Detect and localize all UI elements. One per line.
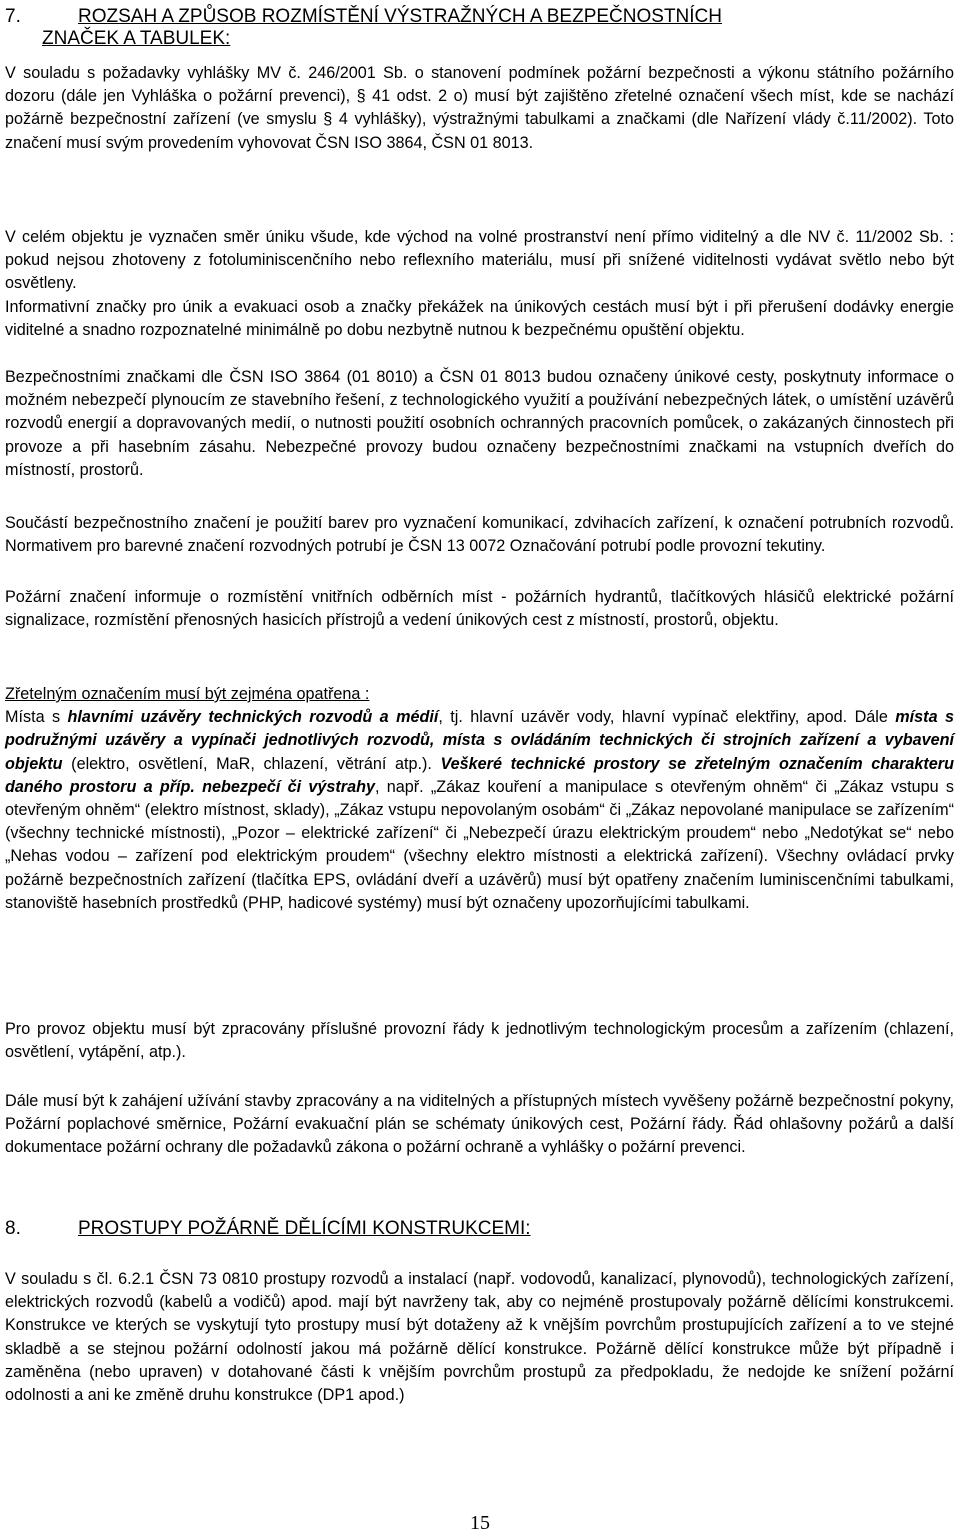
- section-8-number: 8.: [5, 1218, 21, 1239]
- paragraph-fire-marking: Požární značení informuje o rozmístění vnitřních odběrních míst - požárních hydrantů, tlačítkových hlásičů elektrické požární signalizace, rozmístění přenosných hasicích přístrojů a vedení únikových cest z místností, prostorů, objektu.: [5, 588, 954, 630]
- marking-text-g: , např. „Zákaz kouření a manipulace s otevřeným ohněm“ či „Zákaz vstupu s otevřeným ohněm“ (elektro místnost, sklady), „Zákaz vstupu nepovolaným osobám“ či „Zákaz nepovolané manipulace se zařízením“ (všechny technické místnosti), „Pozor – elektrické zařízení“ či „Nebezpečí úrazu elektrickým proudem“ nebo „Nedotýkat se“ nebo „Nehas vodou – zařízení pod elektrickým proudem“ (všechny elektro místnosti a elektrická zařízení). Všechny ovládací prvky požárně bezpečnostních zařízení (tlačítka EPS, ovládání dveří a uzávěrů) musí být opatřeny značením luminiscenčními tabulkami, stanoviště hasebních prostředků (PHP, hadicové systémy) musí být označeny upozorňujícími tabulkami.: [5, 777, 954, 912]
- marking-paragraph: [5, 706, 954, 915]
- paragraph-operating-rules: Pro provoz objektu musí být zpracovány příslušné provozní řády k jednotlivým technologickým procesům a zařízením (chlazení, osvětlení, vytápění, atp.).: [5, 1020, 954, 1062]
- page-number: 15: [470, 1512, 490, 1534]
- marking-text-e: (elektro, osvětlení, MaR, chlazení, větrání atp.).: [62, 754, 441, 773]
- paragraph-colors: Součástí bezpečnostního značení je použití barev pro vyznačení komunikací, zdvihacích zařízení, k označení potrubních rozvodů. Normativem pro barevné značení rozvodných potrubí je ČSN 13 0072 Označování potrubí podle provozní tekutiny.: [5, 514, 954, 556]
- section-7-heading: [5, 6, 954, 50]
- marking-block: [5, 683, 954, 915]
- marking-main-valves: hlavními uzávěry technických rozvodů a médií: [67, 708, 439, 727]
- section-8-heading: [5, 1218, 954, 1240]
- paragraph-penetrations: V souladu s čl. 6.2.1 ČSN 73 0810 prostupy rozvodů a instalací (např. vodovodů, kanalizací, plynovodů), technologických zařízení, elektrických rozvodů (kabelů a vodičů) apod. mají být navrženy tak, aby co nejméně prostupovaly požárně dělícími konstrukcemi. Konstrukce ve kterých se vyskytují tyto prostupy musí být dotaženy až k vnějším povrchům prostupujících zařízení a to ve stejné skladbě a se stejnou požární odolností jakou má požárně dělící konstrukce. Požárně dělící konstrukce může být případně i zaměněna (nebo upraven) v dotahované části k vnějším povrchům prostupů za předpokladu, že nedojde ke snížení požární odolnosti a ani ke změně druhu konstrukce (DP1 apod.): [5, 1270, 954, 1405]
- section-7-title-line2: ZNAČEK A TABULEK:: [42, 28, 231, 49]
- section-8-title: PROSTUPY POŽÁRNĚ DĚLÍCÍMI KONSTRUKCEMI:: [78, 1218, 531, 1239]
- paragraph-regulation: V souladu s požadavky vyhlášky MV č. 246/2001 Sb. o stanovení podmínek požární bezpečnosti a výkonu státního požárního dozoru (dále jen Vyhláška o požární prevenci), § 41 odst. 2 o) musí být zajištěno zřetelné označení všech míst, kde se nachází požárně bezpečnostní zařízení (ve smyslu § 4 vyhlášky), výstražnými tabulkami a značkami (dle Nařízení vlády č.11/2002). Toto značení musí svým provedením vyhovovat ČSN ISO 3864, ČSN 01 8013.: [5, 64, 954, 152]
- marking-text-c: , tj. hlavní uzávěr vody, hlavní vypínač elektřiny, apod. Dále: [438, 708, 896, 727]
- marking-heading: Zřetelným označením musí být zejména opatřena :: [5, 685, 370, 703]
- paragraph-fire-documents: Dále musí být k zahájení užívání stavby zpracovány a na viditelných a přístupných místech vyvěšeny požárně bezpečnostní pokyny, Požární poplachové směrnice, Požární evakuační plán se schématy únikových cest, Požární řády. Řád ohlašovny požárů a další dokumentace požární ochrany dle požadavků zákona o požární ochraně a vyhlášky o požární prevenci.: [5, 1092, 954, 1157]
- paragraph-escape-route: V celém objektu je vyznačen směr úniku všude, kde východ na volné prostranství není přímo viditelný a dle NV č. 11/2002 Sb. : pokud nejsou zhotoveny z fotoluminiscenčního nebo reflexního materiálu, musí při snížené viditelnosti vydávat světlo nebo být osvětleny.: [5, 228, 954, 293]
- marking-sub-valves: místa s podružnými uzávěry a vypínači jednotlivých rozvodů, místa s ovládáním technických či strojních zařízení a vybavení objektu: [5, 708, 954, 773]
- marking-text-a: Místa s: [5, 708, 68, 727]
- paragraph-safety-signs: Bezpečnostními značkami dle ČSN ISO 3864 (01 8010) a ČSN 01 8013 budou označeny únikové cesty, poskytnuty informace o možném nebezpečí plynoucím ze stavebního řešení, z technologického využití a používání nebezpečných látek, o umístění uzávěrů rozvodů energií a dopravovaných medií, o nutnosti použití osobních ochranných pracovních pomůcek, o zakázaných činnostech při provoze a při hasebním zásahu. Nebezpečné provozy budou označeny bezpečnostními značkami na vstupních dveřích do místností, prostorů.: [5, 368, 954, 479]
- marking-tech-rooms: Veškeré technické prostory se zřetelným označením charakteru daného prostoru a příp. nebezpečí či výstrahy: [5, 754, 954, 796]
- section-7-title-line1: ROZSAH A ZPŮSOB ROZMÍSTĚNÍ VÝSTRAŽNÝCH A BEZPEČNOSTNÍCH: [78, 6, 722, 27]
- section-7-number: 7.: [5, 6, 21, 27]
- paragraph-info-signs: Informativní značky pro únik a evakuaci osob a značky překážek na únikových cestách musí být i při přerušení dodávky energie viditelné a snadno rozpoznatelné minimálně po dobu nezbytně nutnou k bezpečnému opuštění objektu.: [5, 298, 954, 340]
